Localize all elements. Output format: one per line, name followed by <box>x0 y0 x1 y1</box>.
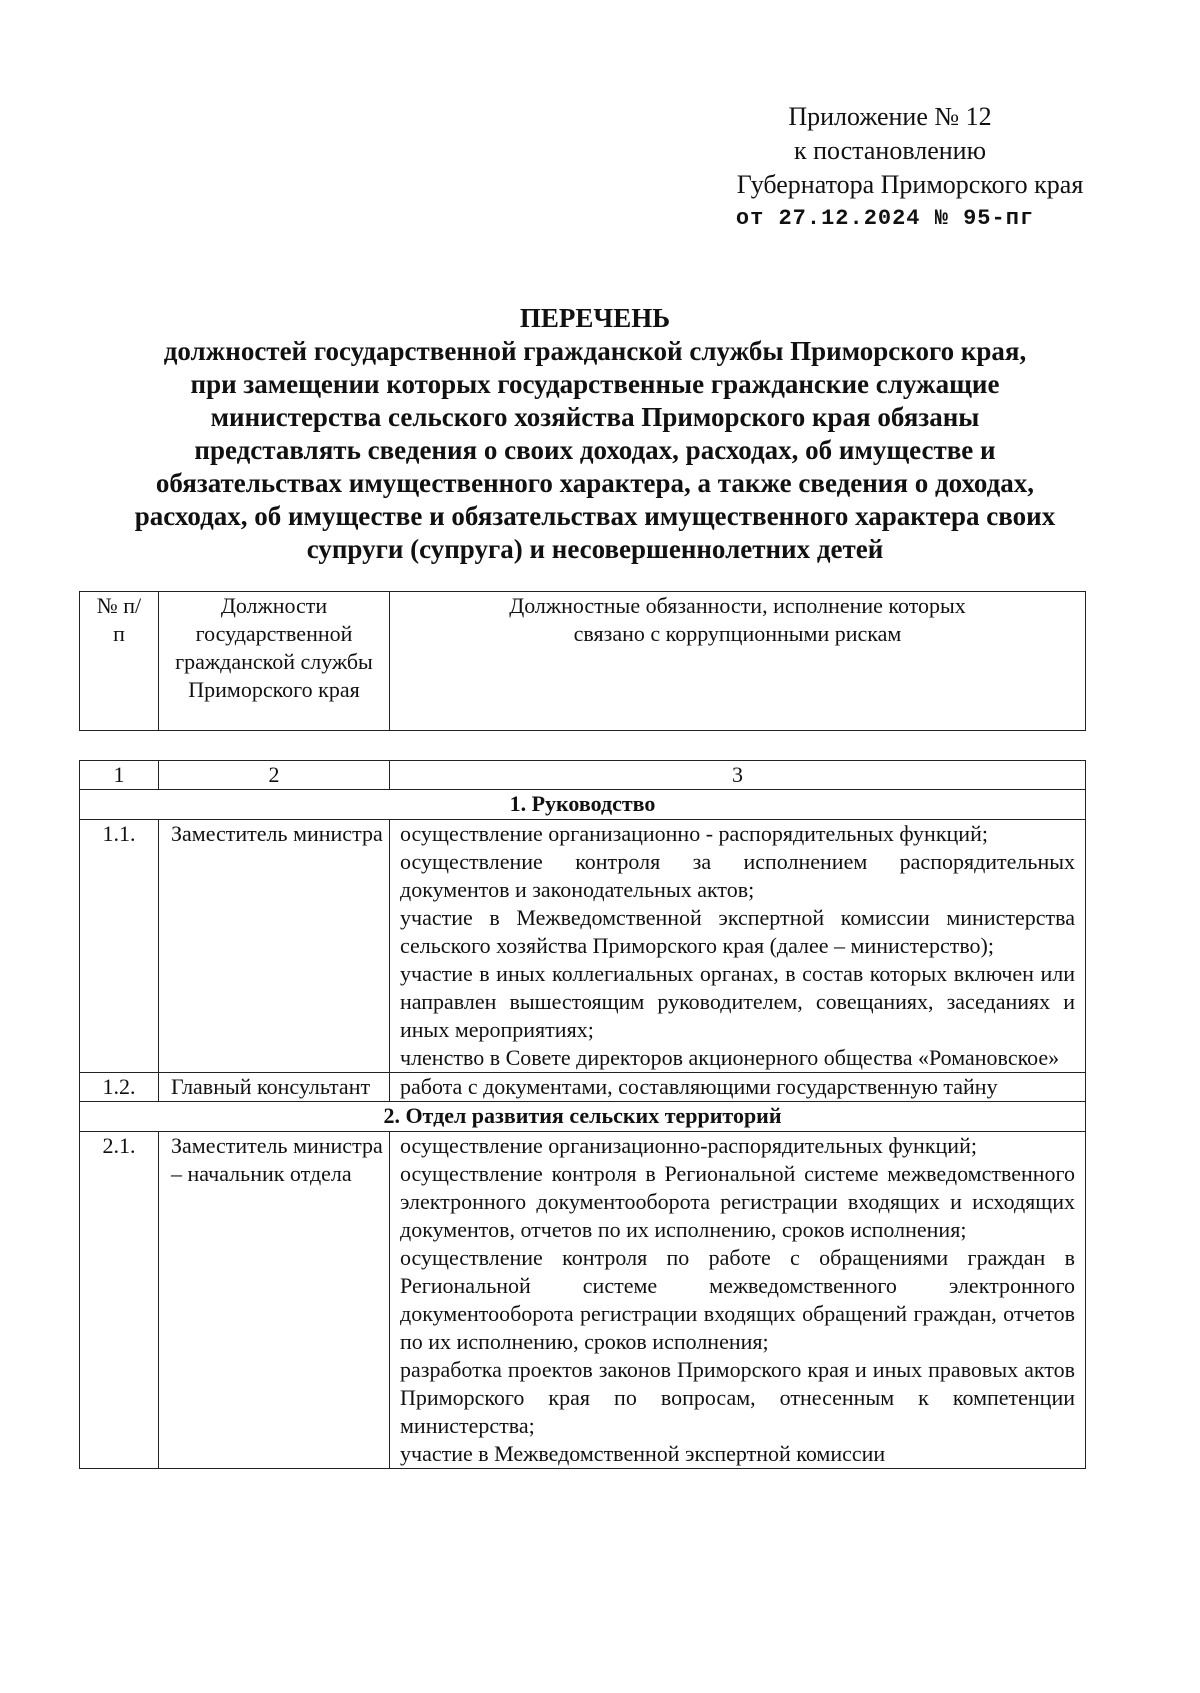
duty-item: разработка проектов законов Приморского края и иных правовых актов Приморского края по вопросам, отнесенным к компетенции министерства; <box>400 1357 1075 1438</box>
section-title: 1. Руководство <box>80 790 1086 820</box>
header-duties: Должностные обязанности, исполнение которых связано с коррупционными рискам <box>390 592 1086 731</box>
duty-item: участие в иных коллегиальных органах, в состав которых включен или направлен вышестоящим руководителем, совещаниях, заседаниях и иных мероприятиях; <box>400 961 1075 1042</box>
duty-item: осуществление контроля за исполнением распорядительных документов и законодательных актов; <box>400 849 1075 902</box>
appendix-date-stamp: от 27.12.2024 № 95-пг <box>735 206 1035 231</box>
title-line: представлять сведения о своих доходах, расходах, об имуществе и <box>194 435 996 465</box>
column-number: 3 <box>390 761 1086 790</box>
appendix-governor: Губернатора Приморского края <box>736 170 1084 199</box>
header-number: № п/п <box>80 592 159 731</box>
title-line: министерства сельского хозяйства Приморского края обязаны <box>210 402 980 432</box>
table-row <box>80 1073 1086 1102</box>
column-header-row <box>80 592 1086 731</box>
appendix-number: Приложение № 12 <box>788 102 992 131</box>
duty-item: осуществление контроля по работе с обращениями граждан в Региональной системе межведомственного электронного документооборота регистрации входящих обращений граждан, отчетов по их исполнению, сроков исполнения; <box>400 1245 1075 1354</box>
table-row <box>80 1132 1086 1469</box>
appendix-block <box>660 100 1120 236</box>
duty-item: членство в Совете директоров акционерного общества «Романовское» <box>400 1045 1060 1070</box>
document-title <box>90 302 1100 566</box>
title-line: при замещении которых государственные гражданские служащие <box>190 369 1000 399</box>
duty-item: осуществление контроля в Региональной системе межведомственного электронного документооборота регистрации входящих и исходящих документов, отчетов по их исполнению, сроков исполнения; <box>400 1161 1075 1242</box>
section-row <box>80 790 1086 820</box>
row-position: Заместитель министра – начальник отдела <box>159 1132 390 1469</box>
row-position: Заместитель министра <box>159 820 390 1073</box>
row-position: Главный консультант <box>159 1073 390 1102</box>
appendix-resolution: к постановлению <box>793 136 987 165</box>
column-number: 2 <box>159 761 390 790</box>
title-heading: ПЕРЕЧЕНЬ <box>519 303 671 333</box>
section-title: 2. Отдел развития сельских территорий <box>80 1102 1086 1132</box>
title-line: обязательствах имущественного характера, а также сведения о доходах, <box>155 468 1035 498</box>
duty-item: работа с документами, составляющими государственную тайну <box>400 1074 998 1099</box>
title-line: супруги (супруга) и несовершеннолетних детей <box>306 534 884 564</box>
header-position: Должности государственной гражданской службы Приморского края <box>159 592 390 731</box>
row-number: 1.1. <box>80 820 159 1073</box>
table-row <box>80 820 1086 1073</box>
positions-table <box>79 760 1086 1469</box>
column-number: 1 <box>80 761 159 790</box>
row-duties <box>390 1073 1086 1102</box>
column-header-table <box>79 591 1086 731</box>
duty-item: участие в Межведомственной экспертной комиссии <box>400 1441 886 1466</box>
duty-item: осуществление организационно-распорядительных функций; <box>400 1133 977 1158</box>
column-numbers-row <box>80 761 1086 790</box>
duty-item: участие в Межведомственной экспертной комиссии министерства сельского хозяйства Приморского края (далее – министерство); <box>400 905 1075 958</box>
section-row <box>80 1102 1086 1132</box>
row-duties <box>390 1132 1086 1469</box>
duty-item: осуществление организационно - распорядительных функций; <box>400 821 988 846</box>
row-number: 1.2. <box>80 1073 159 1102</box>
title-line: должностей государственной гражданской службы Приморского края, <box>163 336 1027 366</box>
title-line: расходах, об имуществе и обязательствах имущественного характера своих <box>134 501 1056 531</box>
row-number: 2.1. <box>80 1132 159 1469</box>
row-duties <box>390 820 1086 1073</box>
